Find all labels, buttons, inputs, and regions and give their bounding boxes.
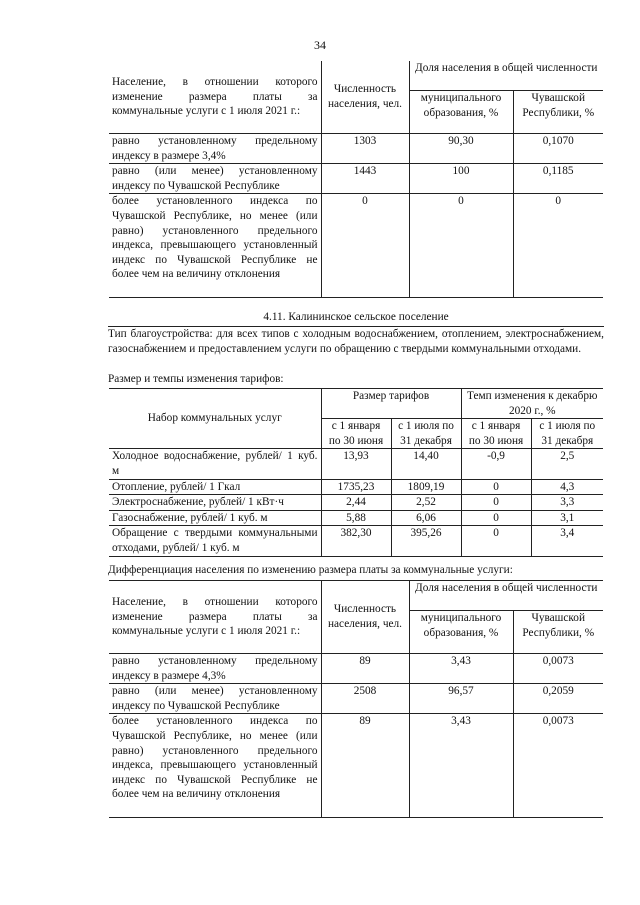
row-label: более установленного индекса по Чувашской Республике, но менее (или равно) установленного предельного индекса, превышающего установленный индекс по Чувашской Республике не более чем на величину отклонения	[109, 714, 321, 818]
header-services: Набор коммунальных услуг	[109, 389, 321, 449]
row-tariff-h2: 14,40	[391, 449, 461, 479]
population-differentiation-table-1	[109, 61, 603, 298]
table-row	[109, 654, 603, 684]
row-tariff-h2: 2,52	[391, 495, 461, 511]
table-row	[109, 449, 603, 479]
table-row	[109, 134, 603, 164]
header-population: Население, в отношении которого изменение размера платы за коммунальные услуги с 1 июля 2021 г.:	[109, 61, 321, 134]
row-rate-h1: 0	[461, 479, 531, 495]
improvement-type-text: Тип благоустройства: для всех типов с холодным водоснабжением, отоплением, электроснабжением, газоснабжением и предоставлением услуги по обращению с твердыми коммунальными отходами.	[108, 328, 604, 355]
row-service: Газоснабжение, рублей/ 1 куб. м	[109, 510, 321, 526]
row-service: Электроснабжение, рублей/ 1 кВт·ч	[109, 495, 321, 511]
table-row	[109, 510, 603, 526]
row-mun: 0	[409, 194, 513, 298]
row-label: равно (или менее) установленному индексу по Чувашской Республике	[109, 164, 321, 194]
header-share-group: Доля населения в общей численности	[409, 581, 603, 611]
row-mun: 3,43	[409, 654, 513, 684]
header-jul-dec: с 1 июля по 31 декабря	[531, 419, 603, 449]
header-share-rep: Чувашской Республики, %	[513, 611, 603, 654]
header-jan-jun: с 1 января по 30 июня	[321, 419, 391, 449]
table-row	[109, 526, 603, 556]
header-count: Численность населения, чел.	[321, 61, 409, 134]
header-population: Население, в отношении которого изменение размера платы за коммунальные услуги с 1 июля 2021 г.:	[109, 581, 321, 654]
row-count: 89	[321, 714, 409, 818]
row-label: равно установленному предельному индексу в размере 3,4%	[109, 134, 321, 164]
row-tariff-h1: 382,30	[321, 526, 391, 556]
row-tariff-h2: 1809,19	[391, 479, 461, 495]
row-count: 1303	[321, 134, 409, 164]
population-differentiation-table-2	[109, 580, 603, 818]
header-share-mun: муниципального образования, %	[409, 611, 513, 654]
table-row	[109, 684, 603, 714]
row-rep: 0,1185	[513, 164, 603, 194]
row-rate-h2: 2,5	[531, 449, 603, 479]
header-rate-group: Темп изменения к декабрю 2020 г., %	[461, 389, 603, 419]
table-row	[109, 479, 603, 495]
row-label: более установленного индекса по Чувашской Республике, но менее (или равно) установленного предельного индекса, превышающего установленный индекс по Чувашской Республике не более чем на величину отклонения	[109, 194, 321, 298]
row-mun: 100	[409, 164, 513, 194]
section-title: 4.11. Калининское сельское поселение	[263, 311, 449, 323]
row-tariff-h1: 5,88	[321, 510, 391, 526]
row-mun: 90,30	[409, 134, 513, 164]
row-tariff-h2: 395,26	[391, 526, 461, 556]
tariffs-table	[109, 388, 603, 557]
header-share-rep: Чувашской Республики, %	[513, 91, 603, 134]
table-row	[109, 164, 603, 194]
row-rate-h1: 0	[461, 510, 531, 526]
header-count: Численность населения, чел.	[321, 581, 409, 654]
row-count: 89	[321, 654, 409, 684]
row-rate-h2: 3,4	[531, 526, 603, 556]
row-rep: 0,2059	[513, 684, 603, 714]
row-rate-h1: -0,9	[461, 449, 531, 479]
row-tariff-h1: 2,44	[321, 495, 391, 511]
row-tariff-h1: 1735,23	[321, 479, 391, 495]
row-tariff-h2: 6,06	[391, 510, 461, 526]
tariffs-heading: Размер и темпы изменения тарифов:	[108, 373, 284, 385]
table-row	[109, 194, 603, 298]
table-row	[109, 495, 603, 511]
row-count: 2508	[321, 684, 409, 714]
header-share-group: Доля населения в общей численности	[409, 61, 603, 91]
row-rate-h1: 0	[461, 526, 531, 556]
differentiation-heading: Дифференциация населения по изменению размера платы за коммунальные услуги:	[108, 564, 513, 576]
header-jul-dec: с 1 июля по 31 декабря	[391, 419, 461, 449]
row-service: Обращение с твердыми коммунальными отходами, рублей/ 1 куб. м	[109, 526, 321, 556]
header-jan-jun: с 1 января по 30 июня	[461, 419, 531, 449]
row-count: 0	[321, 194, 409, 298]
page-number: 34	[314, 38, 326, 52]
header-share-mun: муниципального образования, %	[409, 91, 513, 134]
row-rate-h1: 0	[461, 495, 531, 511]
row-rate-h2: 3,1	[531, 510, 603, 526]
row-count: 1443	[321, 164, 409, 194]
row-label: равно установленному предельному индексу в размере 4,3%	[109, 654, 321, 684]
table-row	[109, 714, 603, 818]
row-tariff-h1: 13,93	[321, 449, 391, 479]
row-rep: 0	[513, 194, 603, 298]
header-size-group: Размер тарифов	[321, 389, 461, 419]
row-mun: 96,57	[409, 684, 513, 714]
row-mun: 3,43	[409, 714, 513, 818]
row-service: Отопление, рублей/ 1 Гкал	[109, 479, 321, 495]
row-label: равно (или менее) установленному индексу по Чувашской Республике	[109, 684, 321, 714]
row-rate-h2: 3,3	[531, 495, 603, 511]
row-rate-h2: 4,3	[531, 479, 603, 495]
row-service: Холодное водоснабжение, рублей/ 1 куб. м	[109, 449, 321, 479]
row-rep: 0,1070	[513, 134, 603, 164]
row-rep: 0,0073	[513, 654, 603, 684]
row-rep: 0,0073	[513, 714, 603, 818]
